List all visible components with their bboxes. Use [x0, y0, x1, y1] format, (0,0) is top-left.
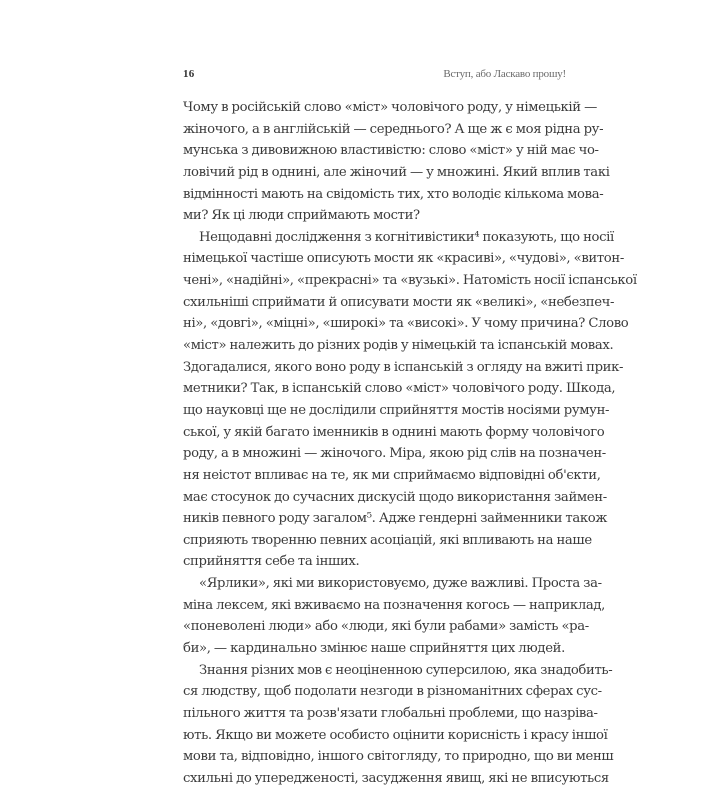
text-line: схильніші сприймати й описувати мости як «великі», «небезпеч- [183, 294, 615, 310]
text-line: ють. Якщо ви можете особисто оцінити корисність і красу іншої [183, 727, 608, 743]
running-title: Вступ, або Ласкаво прошу! [443, 68, 566, 80]
text-line: ні», «довгі», «міцні», «широкі» та «високі». У чому причина? Слово [183, 316, 629, 332]
text-line: мунська з дивовижною властивістю: слово «міст» у ній має чо- [183, 143, 599, 159]
text-line: сприяють творенню певних асоціацій, які впливають на наше [183, 532, 592, 548]
text-line: «Ярлики», які ми використовуємо, дуже важливі. Проста за- [199, 576, 602, 592]
text-line: ся людству, щоб подолати незгоди в різноманітних сферах сус- [183, 684, 602, 700]
text-line: Знання різних мов є неоціненною суперсилою, яка знадобить- [199, 662, 613, 678]
text-line: Здогадалися, якого воно роду в іспанській з огляду на вжиті прик- [183, 359, 624, 375]
text-line: відмінності мають на свідомість тих, хто володіє кількома мова- [183, 186, 604, 202]
text-line: сприйняття себе та інших. [183, 554, 360, 570]
running-header [183, 68, 566, 88]
text-line: схильні до упередженості, засудження явищ, які не вписуються [183, 770, 609, 786]
text-line: має стосунок до сучасних дискусій щодо використання займен- [183, 489, 607, 505]
text-line: що науковці ще не дослідили сприйняття мостів носіями румун- [183, 402, 610, 418]
text-line: «міст» належить до різних родів у німецькій та іспанській мовах. [183, 338, 614, 354]
text-line: ської, у якій багато іменників в однині мають форму чоловічого [183, 424, 605, 440]
text-line: мови та, відповідно, іншого світогляду, то природно, що ви менш [183, 749, 614, 765]
text-line: чені», «надійні», «прекрасні» та «вузькі». Натомість носії іспанської [183, 273, 637, 289]
text-line: би», — кардинально змінює наше сприйняття цих людей. [183, 641, 565, 657]
text-line: ловічий рід в однині, але жіночий — у множині. Який вплив такі [183, 164, 610, 180]
text-line: німецької частіше описують мости як «красиві», «чудові», «витон- [183, 251, 624, 267]
body-text [183, 97, 637, 790]
text-line: пільного життя та розв'язати глобальні проблеми, що назріва- [183, 705, 598, 721]
text-line: метники? Так, в іспанській слово «міст» чоловічого роду. Шкода, [183, 381, 616, 397]
text-line: Чому в російській слово «міст» чоловічого роду, у німецькій — [183, 100, 597, 115]
text-line: ми? Як ці люди сприймають мости? [183, 208, 420, 224]
page-number: 16 [183, 68, 195, 80]
text-line: «поневолені люди» або «люди, які були рабами» замість «ра- [183, 619, 589, 635]
text-line: міна лексем, які вживаємо на позначення когось — наприклад, [183, 597, 605, 613]
text-line: Нещодавні дослідження з когнітивістики⁴ показують, що носії [199, 229, 614, 245]
text-line: ників певного роду загалом⁵. Адже гендерні займенники також [183, 511, 608, 527]
text-line: роду, а в множині — жіночого. Міра, якою рід слів на позначен- [183, 446, 606, 462]
text-line: жіночого, а в англійській — середнього? А ще ж є моя рідна ру- [183, 121, 604, 137]
text-line: ня неістот впливає на те, як ми сприймаємо відповідні об'єкти, [183, 467, 601, 483]
book-page [183, 68, 637, 790]
